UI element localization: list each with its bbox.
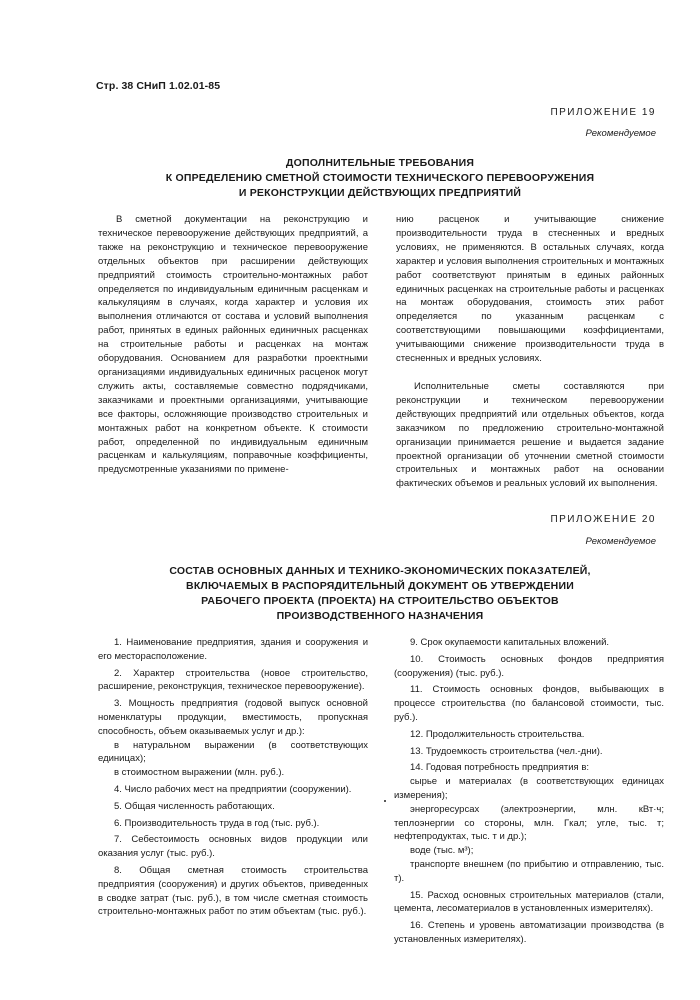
appendix-19-paragraph: Исполнительные сметы составляются при реконструкции и техническом перевооружении действующих предприятий или отдельных объектов, когда заказчиком по предложению строительно-монтажной организации принимается решение и выдается задание проектной организации об уточнении сметной стоимости строительных и монтажных работ на основании фактических объемов и реальных условий их выполнения.	[396, 380, 664, 490]
appendix-20-title-line: СОСТАВ ОСНОВНЫХ ДАННЫХ И ТЕХНИКО-ЭКОНОМИЧЕСКИХ ПОКАЗАТЕЛЕЙ,	[169, 565, 591, 577]
appendix-19-note: Рекомендуемое	[585, 128, 656, 139]
list-item: 13. Трудоемкость строительства (чел.-дни).	[410, 745, 603, 757]
page-header: Стр. 38 СНиП 1.02.01-85	[96, 80, 221, 92]
list-item: 5. Общая численность работающих.	[114, 800, 275, 812]
appendix-20-title-line: ПРОИЗВОДСТВЕННОГО НАЗНАЧЕНИЯ	[276, 610, 484, 622]
appendix-19-title-line: И РЕКОНСТРУКЦИИ ДЕЙСТВУЮЩИХ ПРЕДПРИЯТИЙ	[238, 187, 522, 199]
appendix-19-label: ПРИЛОЖЕНИЕ 19	[550, 107, 656, 118]
list-item: 10. Стоимость основных фондов предприятия (сооружения) (тыс. руб.).	[394, 653, 664, 679]
appendix-19-title	[90, 156, 670, 201]
appendix-19-paragraph: нию расценок и учитывающие снижение производительности труда в стесненных и вредных условиях, не применяются. В остальных случаях, когда характер и условия выполнения строительных и монтажных работ соответствуют принятым в единых районных единичных расценках на строительные работы и расценках на монтаж оборудования, стоимость этих работ определяется по указанным расценкам с соответствующими повышающими коэффициентами, учитывающими снижение производительности труда в стесненных и вредных условиях.	[396, 214, 664, 365]
appendix-19-left-column	[98, 213, 368, 477]
print-speck	[384, 800, 386, 802]
list-item: 2. Характер строительства (новое строительство, расширение, реконструкция, техническое перевооружение).	[98, 667, 368, 693]
list-item: транспорте внешнем (по прибытию и отправлению, тыс. т).	[394, 858, 664, 884]
list-item: 4. Число рабочих мест на предприятии (сооружении).	[114, 783, 352, 795]
list-item: в стоимостном выражении (млн. руб.).	[114, 767, 285, 779]
list-item: 7. Себестоимость основных видов продукции или оказания услуг (тыс. руб.).	[98, 834, 368, 860]
list-item: 1. Наименование предприятия, здания и сооружения и его месторасположение.	[98, 637, 368, 662]
list-item: в натуральном выражении (в соответствующих единицах);	[98, 739, 368, 765]
list-item: 14. Годовая потребность предприятия в:	[410, 762, 590, 774]
appendix-20-label: ПРИЛОЖЕНИЕ 20	[550, 514, 656, 525]
appendix-20-title-line: ВКЛЮЧАЕМЫХ В РАСПОРЯДИТЕЛЬНЫЙ ДОКУМЕНТ ОБ УТВЕРЖДЕНИИ	[186, 580, 574, 592]
appendix-20-title	[90, 564, 670, 624]
list-item: 16. Степень и уровень автоматизации производства (в установленных измерителях).	[394, 920, 664, 945]
list-item: 15. Расход основных строительных материалов (стали, цемента, лесоматериалов в установленных измерителях).	[394, 889, 664, 915]
list-item: 11. Стоимость основных фондов, выбывающих в процессе строительства (по балансовой стоимости, тыс. руб.).	[394, 684, 664, 723]
appendix-20-note: Рекомендуемое	[585, 536, 656, 547]
list-item: энергоресурсах (электроэнергии, млн. кВт·ч; теплоэнергии со стороны, млн. Гкал; угле, тыс. т; нефтепродуктах, тыс. т и др.);	[394, 803, 664, 843]
appendix-19-right-column	[396, 213, 664, 491]
appendix-20-title-line: РАБОЧЕГО ПРОЕКТА (ПРОЕКТА) НА СТРОИТЕЛЬСТВО ОБЪЕКТОВ	[201, 595, 559, 607]
appendix-19-paragraph: В сметной документации на реконструкцию и техническое перевооружение действующих предприятий, а также на реконструкцию и техническое перевооружение отдельных объектов при расширении действующих предприятий стоимость строительно-монтажных работ определяется по индивидуальным единичным расценкам и калькуляциям в случаях, когда характер и условия их выполнения отличаются от состава и условий выполнения работ, принятых в единых районных единичных расценках на строительные работы и расценках на монтаж оборудования. Основанием для разработки проектными организациями индивидуальных единичных расценок могут служить акты, составляемые совместно подрядчиками, заказчиками и проектными организациями, учитывающие все факторы, осложняющие производство строительных и монтажных работ на конкретном объекте. К стоимости работ, определенной по индивидуальным единичным расценкам и калькуляциям, поправочные коэффициенты, предусмотренные указаниями по примене-	[98, 214, 368, 476]
list-item: 6. Производительность труда в год (тыс. руб.).	[114, 817, 320, 829]
list-item: 3. Мощность предприятия (годовой выпуск основной номенклатуры продукции, вместимость, пропускная способность, объем оказываемых услуг и др.):	[98, 698, 368, 737]
list-item: воде (тыс. м³);	[410, 845, 474, 857]
appendix-19-title-line: К ОПРЕДЕЛЕНИЮ СМЕТНОЙ СТОИМОСТИ ТЕХНИЧЕСКОГО ПЕРЕВООРУЖЕНИЯ	[165, 172, 595, 184]
list-item: 9. Срок окупаемости капитальных вложений.	[410, 637, 610, 648]
list-item: 12. Продолжительность строительства.	[410, 728, 585, 740]
appendix-20-left-list	[98, 636, 368, 919]
list-item: 8. Общая сметная стоимость строительства предприятия (сооружения) и других объектов, приведенных в сводке затрат (тыс. руб.), в том числе сметная стоимость строительно-монтажных работ по этим объектам (тыс. руб.).	[98, 864, 368, 918]
appendix-20-right-list	[394, 636, 664, 947]
appendix-19-title-line: ДОПОЛНИТЕЛЬНЫЕ ТРЕБОВАНИЯ	[285, 157, 475, 169]
list-item: сырье и материалах (в соответствующих единицах измерения);	[394, 776, 664, 801]
